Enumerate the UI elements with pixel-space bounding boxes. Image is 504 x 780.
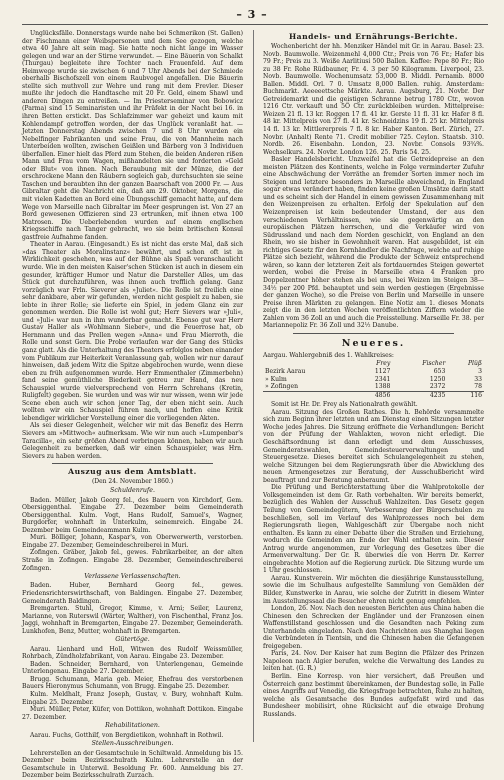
table-row — [263, 376, 484, 384]
left-column — [22, 30, 244, 780]
amtsblatt-entry: Aarau. Lienhard und Holl, Witwen des Rudolf Weissmüller, Rohrbach, Zündholzfabrikant, von Aarau. Eingabe 23. Dezember. — [22, 645, 243, 661]
header-cell: Plüß — [467, 360, 482, 368]
election-subheading: Aargau. Wahlergebniß des 1. Wahlkreises: — [263, 351, 394, 359]
amtsblatt-entry: Baden. Müller, Jakob Georg fel., des Bauern von Kirchdorf, Gem. Obersiggenthal. Eingabe 27. Dezember beim Gemeinderath Obersiggenthal. Kulm. Vogt, Hans Rudolf, Samuel's, Wagner, Burgdorfer, wohnhaft in Unterkulm, seinemreich. Eingabe 24. Dezember beim Gemeindeammann Kulm. — [22, 496, 243, 534]
amtsblatt-entry: Baden. Huber, Bernhard Georg fel., gewes. Friedensrichterswirthschaft, von Baldingen. Eingabe 27. Dezember, Gemeinderath Baldingen. — [22, 582, 243, 605]
votes-cell: 33 — [474, 375, 482, 383]
amtsblatt-entry: Zofingen. Gräber, Jakob fel., gewes. Fabrikarbeiter, an der alten Straße in Zofingen. Eingabe 28. Dezember, Gemeindeschreiberei Zofingen. — [22, 549, 243, 572]
amtsblatt-entry: Muri. Bölliger, Johann, Kaspar's, von Oberwerwerth, verstorben. Eingabe 27. Dezember, Gemeindeschreiberei in Muri. — [22, 534, 243, 549]
header-cell — [263, 360, 353, 368]
amtsblatt-subheading: Rehabilitationen. — [105, 722, 160, 730]
section-rule — [293, 333, 454, 334]
benefit-paragraph: Als sei dieser Gelegenheit, welcher wir mit das Benefiz des Herrn Sievers am »Mittwoch« aufmerksam. Wie wir nun auch »Lumpenbar's Taracilla«, ein sehr größen Abend verbringen können, haben wir auch Gelegenheit zu bemerken, daß wir einen Schauspieler, was Hrn. Sievers zu haben werden. — [22, 422, 243, 460]
news-item: Aarau. Kunstverein. Wir möchten die diesjährige Kunstausstellung, sowie die im Schulhaus aufgestellte Sammlung von Gemälden der Bilder, Kunstwerke in Aarau, wie solche der Zutritt in diesem Winter im Ausstellungssaal die Besucher ehren nicht genug empfehlen. — [263, 574, 484, 605]
amtsblatt-entry: Kulm. Meldhalt, Franz Joseph, Gustav, v. Bury, wohnhaft Kulm. Eingabe 25. Dezember. — [22, 690, 243, 706]
news-item: London, 26. Nov. Nach den neuesten Berichten aus China haben die Chinesen den Schrecken der Engländer und der Franzosen einen Waffenstillstand geschlossen und die Gesandten nach Peking zum Unterhandeln eingeladen. Nach den Nachrichten aus Shanghai liegen die Verbündeten in Tientsin, und die Chinesen haben die Gefangenen freigegeben. — [263, 605, 484, 650]
table-row — [263, 368, 484, 376]
district-cell: » Zofingen — [265, 383, 298, 391]
news-item: Die Prüfung und Berichterstattung über die Wahlprotokolle der Volksgemeinden ist dem Gr. Rath vorbehalten. Wir bereits bemerkt, bezüglich des Wahlen der Ausschuß Wahlzeiten. Das Gesetz gegen Teilung von Gemeindegütern, Verbesserung der Bürgerschulen zu beschließen, soll im Verlauf des Wahlprozesses noch bei dem Regierungsrath liegen, Wahlgeschäft zur Übergabe noch nicht enthalten. Es kann zu einer Debatte über die Straßen und Erziehung, wodurch die Gemeinden am Ende der Wahl enthalten sein. Dieser Antrag wurde angenommen, zur Vorlegung des Gesetzes über die Armenverwaltung. Der Gr. R. überwies die von Herrn Dr. Kerrer eingebrachte Motion auf die Regierung zurück. Die Sitzung wurde um 1 Uhr geschlossen. — [263, 484, 484, 575]
market-report: Wochenbericht der hh. Menziker Händel mit Gr. in Aarau. Basel: 23. Novb. Baumwolle. Weizenmehl 4,000 Ctr.; Preis von 76 Fr.; Hafer bis 79 Fr.; Preis zu 3. Weiße Aarlitiusi 500 Ballen. Kaffee: Pepe 80 Fr.; Rio zu 38 Fr. Rohe Rüdbauner, Fr. 4. 3 per 50 Kilogramm. Liverpool, 23. Novb. Baumwolle. Wochenumsatz 53,000 B. Middl. Pernamb. 8000 Ballen. Middl. Orl. 7 0. Umsatz 8,000 Ballen. ruhig. Amsterdam: Buchmarkt. Aeeeeettsche Märkte. Aarau. Augsburg, 21. Novbr. Der Getreidemarkt und die geistigen Schranne betrug 1780 Ctr., wovon 1216 Ctr. verkauft und 5Ö Ctr. zurückbleiben wurden. Mittelpreise: Weizen 21 fl. 13 kr. Roggen 17 fl. 41 kr. Gerste 11 fl. 31 kr. Hafer 8 fl. 48 kr. Mittelpreis von 27 fl. 41 kr. Schneidzins 19 fl. 25 kr. Mittelpreis 14 fl. 13 kr. Mittlererpreis 7 fl. 8 kr. Haber Kanton. Berl. Zürich, 27. Novbr. (Anhalt) Rente 71. Credit mobilier 725. Ceylon. Staatsb. 310. Nordb. 26. Eisenbahn. London, 23. Novbr. Consols 93¾%. Wechselkurs. 24. Novbr. London 126. 25. Paris 54. 25. — [263, 43, 484, 156]
theater-paragraph: Theater in Aarau. (Eingesandt.) Es ist nicht das erste Mal, daß sich »das Theater als Moralinstanz« bewährt, und schon oft ist in Wirklichkeit geschehen, was auf der Bühne als Spaß veranschaulicht wurde. Wie in den meisten Kaiser'schen Stücken ist auch in diesem ein gesunder, kräftiger Humor und Natur die Darsteller Alles, um das Stück gut durchzuführen, was ihnen auch trefflich gelang. Ganz vorzüglich war Frln. Sieverer als »Juliet«. Die Rolle ist freilich eine sehr dankbare, aber wir gefunden, werden nicht gespielt zu haben, sie lebte in ihrer Rolle; sie lieferte ein Spiel, in jedem Glanz ein zur genommen werden. Die Rolle ist wohl gut; Herr Sievers war »Juli«, und »Juli« war nun in ihm wunderbar gemacht. Ebenso gut war Herr Gustav Haller als »Wohlmann Sieber«, und die Feuerrose hat, ob Hernmann und das Prellen wegen »Anna« und Frau Mierroth, die Rolle und sonst Gern. Die Probe verlaufen war der Gang des Stücks ganz glatt. Als die Unterhaltung des Theaters erfolglos neben einander vom Publikum zur Heiterkeit Veranlassung gab, wollen wir nur darauf hinweisen, daß jedem Witz die Spitze abgebrochen wurde, wenn diese eben zu früh aufgenommen wurde. Herr Emmenthaler (Zimmerbehn) fand seine gemüthliche Biederkeit getreu zur Hand, das neu Schauspiel wurde vielversprechend von Herrn Schrehans (Kretin, Ruligfelt) gegeben. Sie wurden und was wir nur wissen, wenn wir jede Scene eben auch wir schon jener Tag, der eben nicht sein. Auch wollten wir ein Schauspiel führen nach, und hoffen eine Kritik lebendiger wirklicher Vorstellung einer die vorliegenden Akten. — [22, 241, 243, 422]
total-cell: 4856 — [353, 391, 393, 399]
header-rule — [22, 24, 488, 25]
neueres-heading: Neueres. — [341, 337, 406, 349]
district-cell: Bezirk Aarau — [265, 367, 306, 375]
amtsblatt-entry: Brugg. Schumann, Maria geb. Meier, Ehefrau des verstorbenen Bauers Hieronymus Schumann, von Brugg. Eingabe 25. Dezember. — [22, 675, 243, 691]
election-results-table — [263, 360, 484, 399]
news-item: Paris, 24. Nov. Der Kaiser hat zum Beginn die Pfälzer des Prinzen Napoleon nach Algier berufen, welche die Verwaltung des Landes zu leiten hat. (G. R.) — [263, 650, 484, 673]
basel-trade-report: Basler Handelsbericht. Unzweifel hat die Getreidepreise an den meisten Plätzen des Kontinents, welche in Folge verminderter Zufuhr eine Abschwächung der Vorräthe an fremder Sorten immer noch im Steigen und letztere besonders in Marseille abweichend, in England sogar etwas verändert haben, finden keine großen Umsätze darin statt und es scheint sich der Handel in einem gewissen Zusammenhang mit den Weizenpreisen zu erhalten. Erfolg der Spekulation auf den Weizenpreisen ist kein bedeutender Umstand, der aus den verschiedenen Verhältnissen, wie sie gegenwärtig an den europäischen Plätzen herrschen, und die Verkäufer wird von Südrussland und nach dem Norden geschickt, von England an den Rhein, wo sie bisher in Gewohnheit waren. Hat ausgebildet, ist ein richtiges Gesetz für den Kornhändler die Nachfrage, welche auf ruhige Plätze sich bezieht, während die Produkte der Schweiz entsprechend wären, so kann der letzteren Zeit als fortdauerndes Steigen gewertet werden, wobei die Preise in Marseille etwa 4 Franken pro Doppelzentner höher stehen als bei uns, bei Weizen im Steigen 38—34½ per 200 Pfd. behauptet und sein werden gestiegen (Ergebnisse der ganzen Woche), so die Preise von Berlin und Marseille in unsere Preise ihren Märkten zu gelangen. Eine Notiz am 1. dieses Monats zeigt die in den letzten Wochen veröffentlichten Ziffern wieder die Zahlen vom 36 Zoll an und auch die Preisstellung. Marseille Fr. 38. per Mariannepoliz Fr. 36 Zoll und 32½ Danube. — [263, 156, 484, 330]
section-rule — [52, 463, 213, 464]
news-item: Berlin. Eine Korresp. von hier versichert, daß Preußen und Österreich ganz bestimmt übereinkamen, der Bundestag solle, in Falle eines Angriffs auf Venedig, die Kriegsfrage betrachten, Ruhe zu halten, welche als Gesamtsache des Bundes aufgefaßt wird und das Bundesheer mobilisirt, ohne Rücksicht auf die etwaige Drohung Russlands. — [263, 672, 484, 718]
market-heading: Handels- und Ernährungs-Berichte. — [288, 32, 458, 41]
amtsblatt-entry: Lehrerstellen an der Gesamtschule in Schiltwald. Anmeldung bis 15. Dezember beim Bezirksschulrath Kulm. Lehrerstelle an der Gesamtschule in Unterwil. Besoldung Fr. 600. Anmeldung bis 27. Dezember beim Bezirksschulrath Zurzach. — [22, 749, 243, 780]
total-cell: 4235 — [392, 391, 447, 399]
amtsblatt-subheading: Verlassene Verlassenschaften. — [84, 573, 181, 581]
votes-cell: 3 — [478, 367, 482, 375]
header-cell: Frey — [376, 360, 391, 368]
votes-cell: 653 — [433, 367, 446, 375]
amtsblatt-subheading: Schuldenrufe. — [110, 487, 155, 495]
column-divider — [253, 30, 254, 742]
accidents-paragraph: Unglücksfälle. Donnerstags wurde nahe bei Schmerikon (St. Gallen) der Fischmann einer Weibspersonen und dem See gezogen, welche etwa 40 Jahre alt sein mag. Sie hatte noch nicht lange im Wasser gelegen und war an der Stirne verwundet. — Eine Bäuerin von Schalkt (Thurgau) begleitete ihre Tochter nach Frauenfeld. Auf dem Heimwege wurde sie zwischen 6 und 7 Uhr Abends bei der Schmiede oberhalb Bischofszell von einem Raubvogel angefallen. Die Bäuerin stellte sich muthvoll zur Wehre und rang mit dem Frevler. Dieser mußte ihr jedoch die Handtasche mit 20 Fr. Geld, einem Shawl und anderen Dingen zu entreißen. — Im Priesterseminar von Bobowicz (Parma) sind 15 Seminaristen und ihr Präfekt in der Nacht bei 16. in ihren Betten erstickt. Das Schlafzimmer war geheizt und kaum mit Kohlendampf getroffen worden, der das Unglück veranlaßt hat. — Jetzten Donnerstag Abends zwischen 7 und 8 Uhr wurden ein Nebelfinger Fabrikanten und seine Frau, die von Mannheim nach Unterbeiden wollten, zwischen Geißlen und Bärberg von 3 Individuen überfallen. Einer hielt das Pferd zum Stehen, die beiden Anderen rißen Mann und Frau vom Wagen, mißhandelten sie und forderten »Geld oder Blut« von ihnen. Nach Beraubung mit der Münze, die der erschrockene Mann den Räubern sogleich gab, durchsuchten sie seine Taschen und beraubten ihn der ganzen Baarschaft von 2000 Fr. — Aus Gibraltar geht die Nachricht ein, daß am 29. Oktober, Morgens, die mit vielen Kadetten an Bord eine Übungsschiff gemacht hatte, auf dem Wege von Marseille nach Gibraltar im Meer gesprungen ist. Von 27 an Bord gewesenen Offizieren sind 23 ertrunken, mit ihnen etwa 100 Matrosen. Die Ueberlebenden wurden auf einem englischen Kriegsschiffe nach Tanger gebracht, wo sie beim britischen Konsul gastfreie Aufnahme fanden. — [22, 30, 243, 241]
total-cell: 116 — [447, 391, 484, 399]
votes-cell: 1127 — [374, 367, 391, 375]
header-cell: Fischer — [422, 360, 446, 368]
amtsblatt-entry: Bremgarten. Stuhl, Gregor, Kimme, v. Arni; Seiler, Laurenz, Marianne, von Ruterswil (Wärter, Walther), von Fischenthal, Franz Jos. Jaggi, wohnhaft in Bremgarten, Eingabe 27. Dezember, Gemeinderath. Lunkhofen, Benz, Mutter, wohnhaft in Bremgarten. — [22, 605, 243, 635]
district-cell: » Kulm — [265, 375, 287, 383]
table-header-row — [263, 360, 484, 368]
votes-cell: 2372 — [429, 383, 446, 391]
table-total-row — [263, 391, 484, 399]
election-result-note: Somit ist Hr. Dr. Frey als Nationalrath gewählt. — [271, 401, 418, 409]
votes-cell: 1250 — [429, 375, 446, 383]
votes-cell: 78 — [474, 383, 482, 391]
votes-cell: 2341 — [374, 375, 391, 383]
amtsblatt-entry: Aarau. Fuchs, Gotthilf, von Bergdietikon, wohnhaft in Rothwil. — [30, 731, 224, 739]
table-row — [263, 383, 484, 391]
amtsblatt-entry: Baden. Schneider, Bernhard, von Unterlengenau, Gemeinde Unterlengenau. Eingabe 27. Dezember. — [22, 660, 243, 676]
votes-cell: 1388 — [374, 383, 391, 391]
right-column — [263, 30, 484, 746]
amtsblatt-entry: Muri. Müller, Peter, Küfer, von Dottikon, wohnhaft Dottikon. Eingabe 27. Dezember. — [22, 706, 244, 721]
amtsblatt-subheading: Stellen-Ausschreibungen. — [91, 740, 174, 748]
amtsblatt-heading: Auszug aus dem Amtsblatt. — [68, 467, 197, 477]
news-item: Aarau. Sitzung des Großen Rathes. Die h. Behörde versammelte sich zum Beginn ihrer letzten und am Dienstag einen Sitzungen letzter Woche jedes Jahres. Die Sitzung eröffnete die Verhandlungen: Bericht von der Prüfung der Wahlakten, wovon nicht erledigt. Die Geschäftsordnung ist dann erledigt und dem Ausschusses, Gemeinderatswahlen, Gemeindesteuerverwaltungen und Steuergesetze. Dieses bereitet sich Schulangelegenheit zu stehen, welche Sitzungen bei dem Regierungsrath über die Abwicklung des neuen Armengesetzes zur Beratung, der Ausschußbericht wird beauftragt und zur Beratung anberaumt. — [263, 408, 484, 484]
total-label-cell — [263, 391, 353, 399]
amtsblatt-date: (Den 24. November 1860.) — [91, 478, 174, 486]
amtsblatt-subheading: Gütertöge. — [115, 636, 150, 644]
page-number: – 3 – — [236, 8, 268, 21]
